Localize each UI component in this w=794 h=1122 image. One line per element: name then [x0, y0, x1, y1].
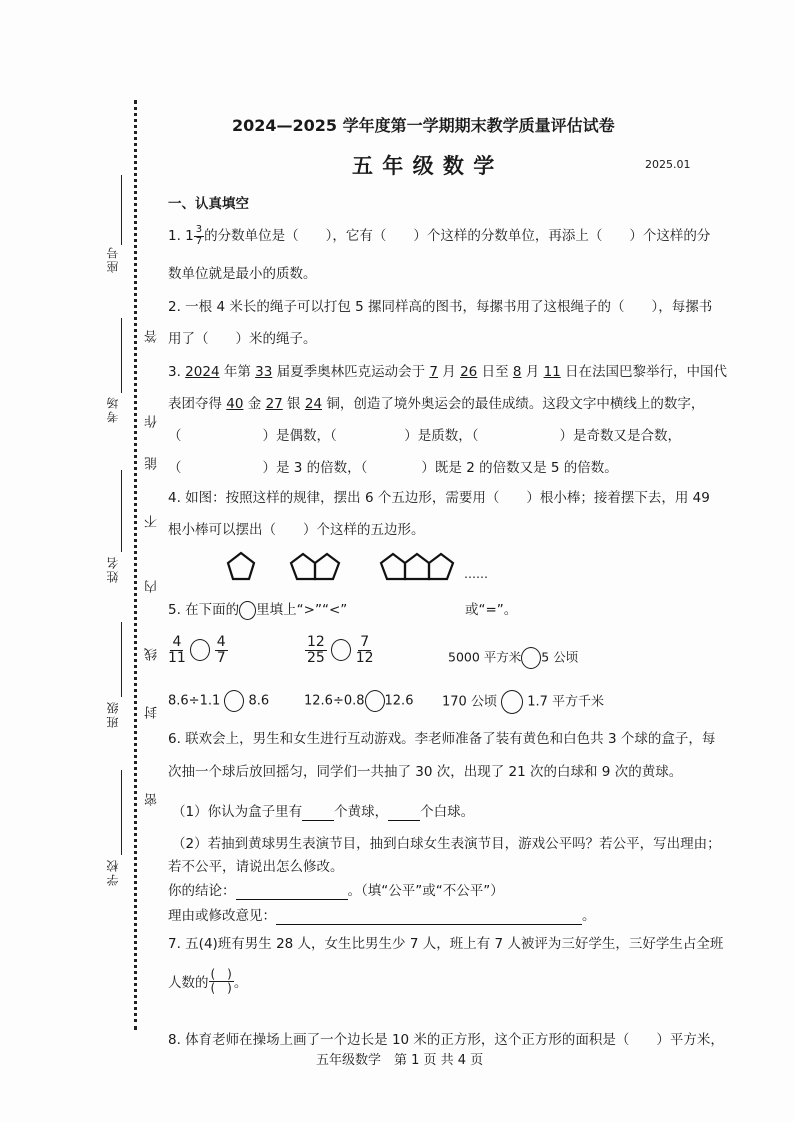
compare-circle[interactable]	[521, 647, 541, 669]
underlined-number: 11	[543, 364, 561, 380]
compare-right-value: 8.6	[248, 693, 270, 709]
exam-date: 2025.01	[645, 158, 691, 171]
underlined-number: 26	[460, 364, 478, 380]
question-3-line-2	[168, 392, 704, 412]
school-line[interactable]	[121, 770, 122, 855]
question-6-line-2: 次抽一个球后放回摇匀，同学们一共抽了 30 次，出现了 21 次的白球和 9 次的黄球。	[168, 764, 683, 780]
question-6-part-2-line-1: （2）若抽到黄球男生表演节目，抽到白球女生表演节目，游戏公平吗？若公平，写出理由；	[172, 836, 721, 852]
pentagon-pair-right	[315, 554, 339, 579]
school-label: 学校	[106, 858, 120, 886]
underlined-number: 7	[429, 364, 438, 380]
question-4-line-1: 4. 如图：按照这样的规律，摆出 6 个五边形，需要用（ ）根小棒；接着摆下去，用 49	[168, 490, 710, 506]
compare-item-6	[442, 690, 604, 714]
pentagon-1	[228, 553, 254, 579]
subject-title: 五 年 级 数 学	[352, 154, 496, 178]
question-6-part-2-line-2: 若不公平，请说出怎么修改。	[168, 859, 344, 875]
underlined-number: 2024	[185, 364, 220, 380]
question-3-line-1	[168, 360, 727, 380]
seat-number-label: 座号	[106, 245, 120, 273]
text: 日至	[477, 364, 513, 380]
text: 3.	[168, 364, 186, 380]
conclusion-blank[interactable]	[236, 883, 348, 900]
class-line[interactable]	[121, 622, 122, 697]
compare-circle[interactable]	[331, 639, 351, 661]
question-6-reason	[168, 904, 596, 925]
compare-item-4	[168, 690, 269, 712]
binding-dotted-line	[134, 100, 137, 1030]
reason-blank[interactable]	[276, 908, 582, 925]
compare-left-value: 12.6÷0.8	[304, 693, 365, 709]
text: 。	[233, 975, 248, 992]
question-2-line-2: 用了（ ）米的绳子。	[168, 331, 317, 347]
question-1-line-2: 数单位就是最小的质数。	[168, 266, 317, 282]
answer-fraction[interactable]	[209, 968, 234, 994]
text: 个黄球，	[334, 804, 389, 820]
denominator: 7	[216, 649, 226, 666]
continuation-dots: ……	[464, 567, 488, 581]
pentagon-triple-2	[405, 554, 429, 579]
page-footer: 五年级数学 第 1 页 共 4 页	[316, 1053, 484, 1068]
question-5-prefix: 5. 在下面的	[168, 602, 240, 618]
question-1-text: 的分数单位是（ ），它有（ ）个这样的分数单位，再添上（ ）个这样的分	[204, 228, 711, 244]
class-label: 班级	[106, 700, 120, 728]
compare-right-value: 12.6	[384, 693, 414, 709]
numerator: 4	[216, 634, 226, 650]
text: 银	[282, 396, 305, 412]
seal-char: 内	[145, 580, 160, 593]
pentagon-triple-1	[381, 554, 405, 579]
question-5-line	[168, 598, 347, 620]
fraction-left	[305, 635, 327, 665]
question-7-line-2	[168, 968, 247, 994]
compare-item-5	[304, 690, 413, 712]
underlined-number: 8	[512, 364, 522, 380]
text: 个白球。	[420, 804, 475, 820]
fraction-right	[356, 635, 374, 665]
compare-item-1	[168, 635, 228, 665]
question-5-post: 或“=”。	[465, 602, 518, 618]
text: 。	[582, 908, 596, 924]
compare-circle[interactable]	[501, 690, 523, 714]
question-5-mid: 里填上“>”“<”	[256, 602, 348, 618]
compare-item-3	[448, 647, 578, 669]
question-1-prefix: 1. 1	[168, 228, 194, 244]
seal-char: 不	[145, 515, 160, 528]
compare-circle[interactable]	[365, 690, 385, 712]
denominator: 11	[168, 649, 186, 666]
question-3-line-4: （ ）是 3 的倍数，（ ）既是 2 的倍数又是 5 的倍数。	[168, 460, 618, 476]
numerator: 7	[360, 634, 370, 650]
question-6-conclusion	[168, 879, 504, 900]
exam-room-label: 考场	[106, 395, 120, 423]
seal-char: 密	[145, 793, 160, 806]
underlined-number: 33	[255, 364, 273, 380]
text: 人数的	[168, 975, 209, 992]
compare-right-value: 5 公顷	[541, 649, 579, 665]
seal-char: 答	[145, 330, 160, 343]
compare-left-value: 5000 平方米	[448, 649, 522, 665]
name-label: 姓名	[106, 555, 120, 583]
compare-left-value: 170 公顷	[442, 694, 497, 710]
fraction-left	[168, 635, 186, 665]
pentagon-pair-left	[291, 554, 315, 579]
numerator-blank: ( )	[210, 967, 232, 981]
seal-char: 线	[145, 648, 160, 661]
compare-circle[interactable]	[190, 639, 210, 661]
pentagon-triple-3	[429, 554, 453, 579]
pentagon-pattern-figure	[215, 550, 505, 590]
mixed-number-fraction	[194, 225, 204, 247]
exam-title: 2024—2025 学年度第一学期期末教学质量评估试卷	[232, 116, 615, 135]
reason-label: 理由或修改意见：	[168, 908, 276, 924]
section-title: 一、认真填空	[168, 196, 249, 212]
compare-item-2	[305, 635, 374, 665]
question-4-line-2: 根小棒可以摆出（ ）个这样的五边形。	[168, 522, 425, 538]
question-8-line-1: 8. 体育老师在操场上画了一个边长是 10 米的正方形，这个正方形的面积是（ ）平方米，	[168, 1032, 724, 1048]
question-6-line-1: 6. 联欢会上，男生和女生进行互动游戏。李老师准备了装有黄色和白色共 3 个球的盒子，每	[168, 731, 716, 747]
text: 铜，创造了境外奥运会的最佳成绩。这段文字中横线上的数字，	[322, 396, 705, 412]
compare-circle-sample	[239, 601, 256, 620]
question-7-line-1: 7. 五(4)班有男生 28 人，女生比男生少 7 人，班上有 7 人被评为三好学生，三好学生占全班	[168, 936, 724, 952]
text: 年第	[219, 364, 256, 380]
seal-char: 能	[145, 457, 160, 470]
question-3-line-3: （ ）是偶数，（ ）是质数，（ ）是奇数又是合数，	[168, 428, 681, 444]
underlined-number: 27	[265, 396, 283, 412]
compare-circle[interactable]	[224, 690, 244, 712]
underlined-number: 40	[226, 396, 244, 412]
denominator: 12	[355, 649, 374, 666]
text: 月	[438, 364, 461, 380]
conclusion-hint: 。（填“公平”或“不公平”）	[347, 883, 504, 899]
text: 届夏季奥林匹克运动会于	[272, 364, 430, 380]
seal-char: 作	[145, 415, 160, 428]
numerator: 12	[307, 634, 325, 650]
denominator: 25	[307, 649, 325, 666]
question-2-line-1: 2. 一根 4 米长的绳子可以打包 5 摞同样高的图书，每摞书用了这根绳子的（ ），每摞书	[168, 299, 713, 315]
fraction-right	[215, 635, 228, 665]
seal-char: 封	[145, 706, 160, 719]
underlined-number: 24	[304, 396, 323, 412]
exam-room-line[interactable]	[121, 318, 122, 393]
text: 月	[521, 364, 544, 380]
text: 日在法国巴黎举行，中国代	[560, 364, 728, 380]
numerator: 4	[172, 634, 182, 650]
text: 金	[243, 396, 266, 412]
denominator-blank: ( )	[210, 980, 232, 995]
fraction-numerator: 3	[195, 224, 203, 235]
yellow-count-blank[interactable]	[302, 804, 334, 821]
compare-right-value: 1.7 平方千米	[527, 694, 605, 710]
compare-left-value: 8.6÷1.1	[168, 693, 221, 709]
name-line[interactable]	[121, 470, 122, 552]
white-count-blank[interactable]	[388, 804, 420, 821]
question-6-part-1	[172, 800, 474, 821]
fraction-denominator: 7	[195, 235, 203, 247]
seat-number-line[interactable]	[121, 175, 122, 245]
conclusion-label: 你的结论：	[168, 883, 236, 899]
question-1-line-1	[168, 224, 710, 247]
text: （1）你认为盒子里有	[172, 804, 303, 820]
text: 表团夺得	[168, 396, 227, 412]
